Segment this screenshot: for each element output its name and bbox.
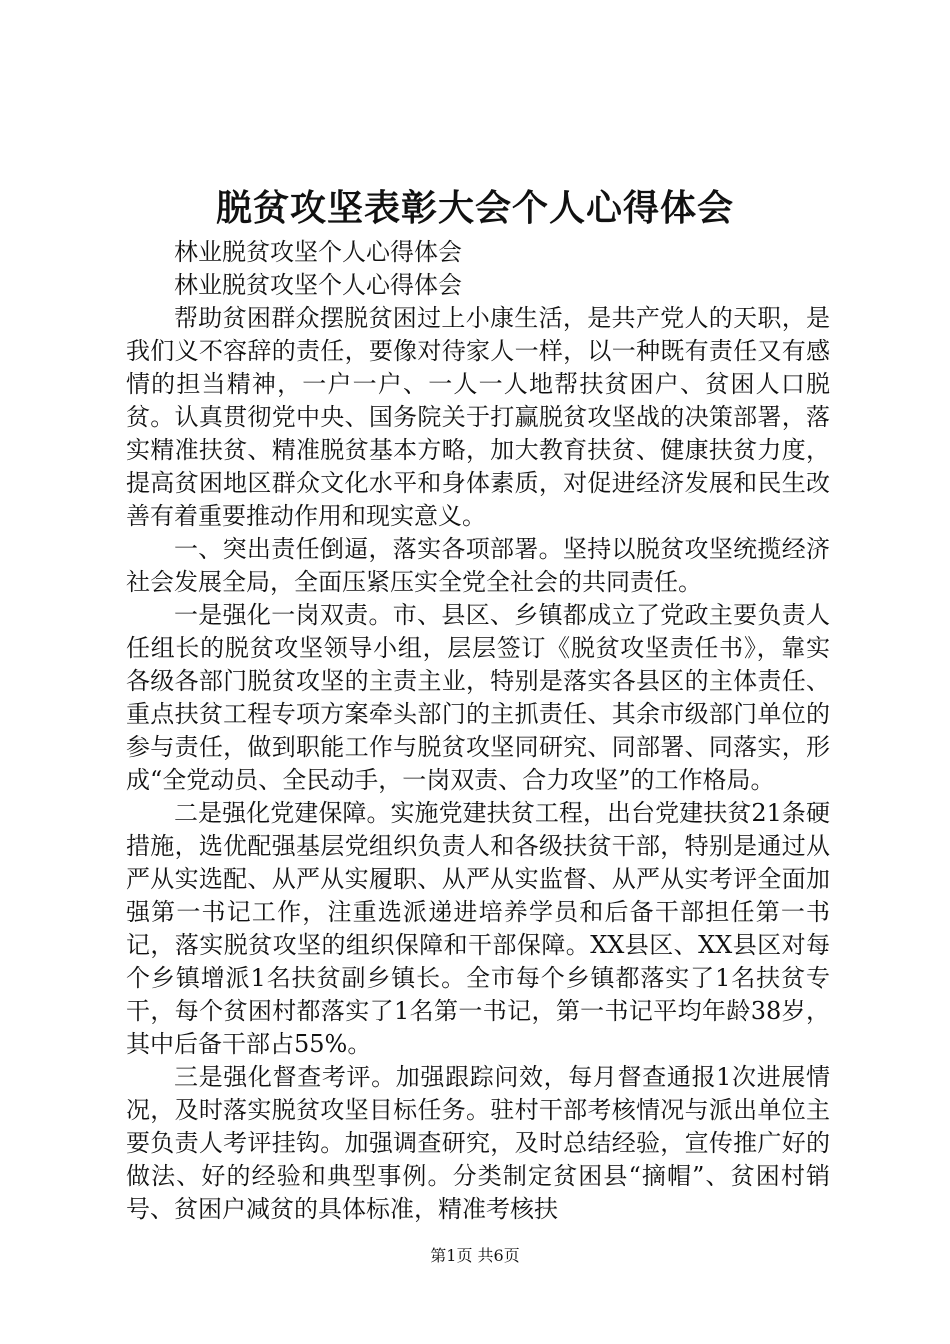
subtitle-line: 林业脱贫攻坚个人心得体会 bbox=[174, 271, 462, 299]
document-title: 脱贫攻坚表彰大会个人心得体会 bbox=[215, 187, 734, 229]
body-paragraph: 帮助贫困群众摆脱贫困过上小康生活，是共产党人的天职，是我们义不容辞的责任，要像对待家人一样，以一种既有责任又有感情的担当精神，一户一户、一人一人地帮扶贫困户、贫困人口脱贫。认真贯彻党中央、国务院关于打赢脱贫攻坚战的决策部署，落实精准扶贫、精准脱贫基本方略，加大教育扶贫、健康扶贫力度，提高贫困地区群众文化水平和身体素质，对促进经济发展和民生改善有着重要推动作用和现实意义。 bbox=[126, 304, 830, 530]
document-body bbox=[126, 236, 830, 1226]
page-number-footer: 第1页 共6页 bbox=[430, 1246, 520, 1265]
body-paragraph: 三是强化督查考评。加强跟踪问效，每月督查通报1次进展情况，及时落实脱贫攻坚目标任务。驻村干部考核情况与派出单位主要负责人考评挂钩。加强调查研究，及时总结经验，宣传推广好的做法、好的经验和典型事例。分类制定贫困县“摘帽”、贫困村销号、贫困户减贫的具体标准，精准考核扶 bbox=[126, 1063, 830, 1223]
body-paragraph: 二是强化党建保障。实施党建扶贫工程，出台党建扶贫21条硬措施，选优配强基层党组织负责人和各级扶贫干部，特别是通过从严从实选配、从严从实履职、从严从实监督、从严从实考评全面加强第一书记工作，注重选派递进培养学员和后备干部担任第一书记，落实脱贫攻坚的组织保障和干部保障。XX县区、XX县区对每个乡镇增派1名扶贫副乡镇长。全市每个乡镇都落实了1名扶贫专干，每个贫困村都落实了1名第一书记，第一书记平均年龄38岁，其中后备干部占55%。 bbox=[126, 799, 830, 1058]
section-heading-paragraph: 一、突出责任倒逼，落实各项部署。坚持以脱贫攻坚统揽经济社会发展全局，全面压紧压实全党全社会的共同责任。 bbox=[126, 535, 830, 596]
subtitle-line: 林业脱贫攻坚个人心得体会 bbox=[174, 238, 462, 266]
body-paragraph: 一是强化一岗双责。市、县区、乡镇都成立了党政主要负责人任组长的脱贫攻坚领导小组，层层签订《脱贫攻坚责任书》，靠实各级各部门脱贫攻坚的主责主业，特别是落实各县区的主体责任、重点扶贫工程专项方案牵头部门的主抓责任、其余市级部门单位的参与责任，做到职能工作与脱贫攻坚同研究、同部署、同落实，形成“全党动员、全民动手，一岗双责、合力攻坚”的工作格局。 bbox=[126, 601, 830, 794]
